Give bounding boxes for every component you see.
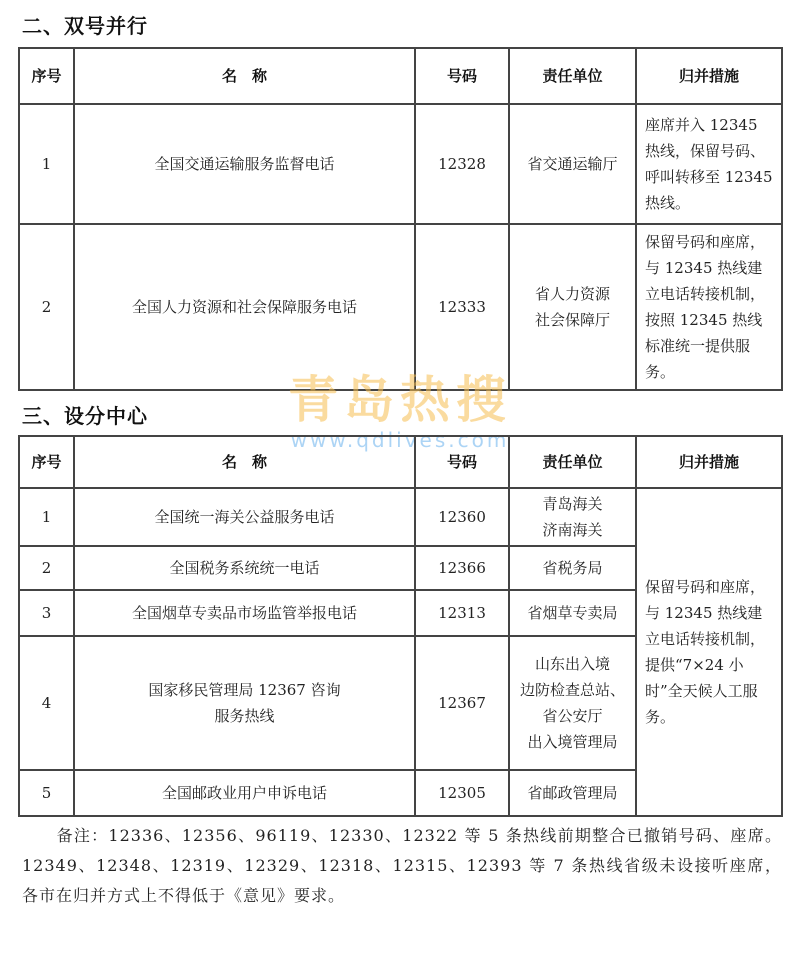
- row-no: 5: [19, 770, 74, 816]
- row-number: 12360: [415, 488, 509, 546]
- row-unit: 省税务局: [509, 546, 636, 590]
- dual-number-table: [18, 47, 783, 391]
- row-no: 4: [19, 636, 74, 770]
- row-number: 12333: [415, 224, 509, 390]
- row-name: 全国烟草专卖品市场监管举报电话: [74, 590, 415, 636]
- watermark-text: 青岛热搜: [288, 371, 512, 429]
- row-no: 3: [19, 590, 74, 636]
- row-name: 全国交通运输服务监督电话: [74, 104, 415, 224]
- row-unit: 青岛海关 济南海关: [509, 488, 636, 546]
- row-no: 2: [19, 224, 74, 390]
- row-number: 12313: [415, 590, 509, 636]
- row-unit: 山东出入境 边防检查总站、 省公安厅 出入境管理局: [509, 636, 636, 770]
- header-measure: 归并措施: [636, 436, 782, 488]
- row-number: 12305: [415, 770, 509, 816]
- watermark-url: www.qdlives.com: [290, 428, 510, 452]
- table-row: [19, 488, 782, 546]
- table-header-row: [19, 436, 782, 488]
- row-name: 全国税务系统统一电话: [74, 546, 415, 590]
- section-title-dual-number: 二、双号并行: [22, 14, 148, 38]
- row-unit: 省烟草专卖局: [509, 590, 636, 636]
- row-name: 全国人力资源和社会保障服务电话: [74, 224, 415, 390]
- sub-center-table: [18, 435, 783, 817]
- row-number: 12367: [415, 636, 509, 770]
- row-unit: 省邮政管理局: [509, 770, 636, 816]
- header-no: 序号: [19, 436, 74, 488]
- header-number: 号码: [415, 436, 509, 488]
- row-measure: 保留号码和座席，与 12345 热线建立电话转接机制，按照 12345 热线标准统一提供服务。: [636, 224, 782, 390]
- row-number: 12328: [415, 104, 509, 224]
- header-name: 名 称: [74, 436, 415, 488]
- row-name: 全国统一海关公益服务电话: [74, 488, 415, 546]
- row-unit: 省人力资源 社会保障厅: [509, 224, 636, 390]
- row-no: 2: [19, 546, 74, 590]
- row-no: 1: [19, 488, 74, 546]
- merged-measure-cell: 保留号码和座席，与 12345 热线建立电话转接机制，提供“7×24 小时”全天候人工服务。: [636, 488, 782, 816]
- table-row: [19, 104, 782, 224]
- header-unit: 责任单位: [509, 48, 636, 104]
- header-name: 名 称: [74, 48, 415, 104]
- table-row: [19, 224, 782, 390]
- header-number: 号码: [415, 48, 509, 104]
- header-unit: 责任单位: [509, 436, 636, 488]
- header-measure: 归并措施: [636, 48, 782, 104]
- row-measure: 座席并入 12345 热线，保留号码、呼叫转移至 12345 热线。: [636, 104, 782, 224]
- row-name: 国家移民管理局 12367 咨询 服务热线: [74, 636, 415, 770]
- row-name: 全国邮政业用户申诉电话: [74, 770, 415, 816]
- section-title-sub-center: 三、设分中心: [22, 404, 148, 428]
- table-header-row: [19, 48, 782, 104]
- row-no: 1: [19, 104, 74, 224]
- row-unit: 省交通运输厅: [509, 104, 636, 224]
- row-number: 12366: [415, 546, 509, 590]
- header-no: 序号: [19, 48, 74, 104]
- remark-note: 备注：12336、12356、96119、12330、12322 等 5 条热线前期整合已撤销号码、座席。12349、12348、12319、12329、12318、12315、12393 等 7 条热线省级未设接听座席，各市在归并方式上不得低于《意见》要求。: [22, 826, 782, 905]
